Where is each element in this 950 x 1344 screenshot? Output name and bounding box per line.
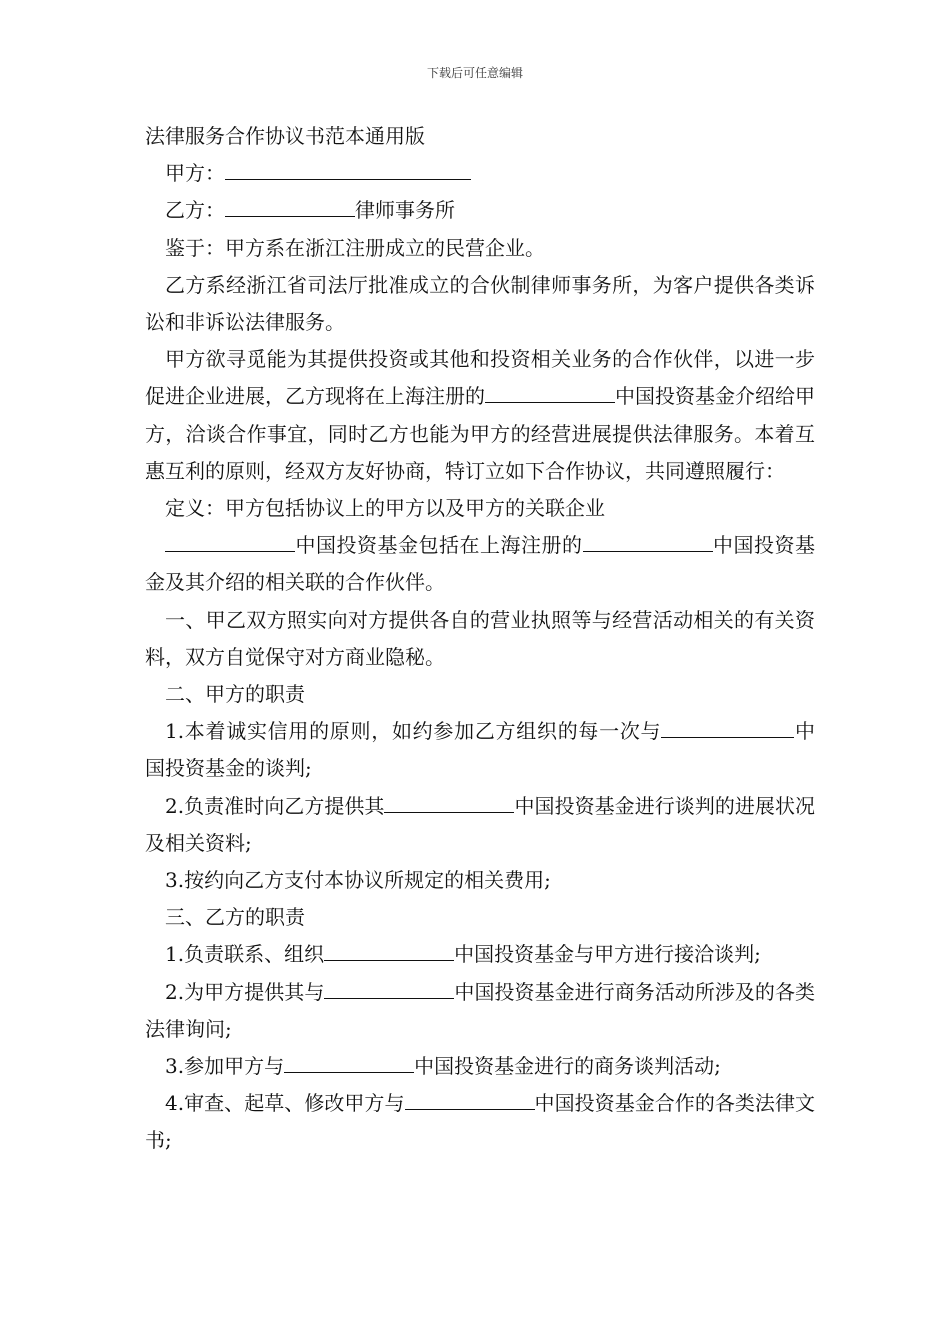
sec3-2-text-a: 2.为甲方提供其与 [165, 979, 325, 1004]
section-1-paragraph: 一、甲乙双方照实向对方提供各自的营业执照等与经营活动相关的有关资料，双方自觉保守对方商业隐秘。 [145, 607, 815, 669]
sec3-2-text-b: 中国投资基金进行商务活动所涉及的各类法律询问; [145, 979, 816, 1041]
sec2-1-blank-cont[interactable] [774, 719, 794, 738]
party-b-intro-paragraph: 乙方系经浙江省司法厅批准成立的合伙制律师事务所，为客户提供各类诉讼和非诉讼法律服务。 [145, 272, 815, 335]
section-3-item-4 [145, 1085, 815, 1159]
whereas-paragraph: 鉴于：甲方系在浙江注册成立的民营企业。 [165, 235, 545, 260]
section-2-item-1 [145, 713, 815, 787]
section-3-item-1 [145, 936, 815, 973]
sec3-1-text-b: 中国投资基金与甲方进行接洽谈判; [454, 942, 761, 967]
party-b-label: 乙方： [165, 198, 225, 223]
document-title: 法律服务合作协议书范本通用版 [145, 124, 425, 148]
intent-text-1: 甲方欲寻觅能为其提供投资或其他和投资相关业务的合作伙伴，以进一步促进企业进展，乙方现将在上海注册的 [145, 347, 815, 409]
sec2-1-blank[interactable] [661, 719, 774, 738]
sec3-4-blank[interactable] [405, 1091, 535, 1110]
sec2-1-text-b: 中国投资基金的谈判; [145, 719, 815, 781]
party-a-label: 甲方： [165, 161, 225, 186]
sec3-1-text-a: 1.负责联系、组织 [165, 942, 325, 967]
sec2-2-text-a: 2.负责准时向乙方提供其 [165, 793, 385, 818]
sec3-1-blank[interactable] [324, 942, 454, 961]
party-b-suffix: 律师事务所 [355, 198, 455, 223]
definition-text-2b: 中国投资基金及其介绍的相关联的合作伙伴。 [145, 533, 815, 595]
section-2-title: 二、甲方的职责 [165, 682, 305, 707]
definition-line-1: 定义：甲方包括协议上的甲方以及甲方的关联企业 [165, 496, 605, 521]
definition-blank-1[interactable] [165, 533, 295, 552]
party-a-intent-paragraph [145, 341, 815, 490]
section-3-item-2 [145, 974, 815, 1048]
section-2-item-3: 3.按约向乙方支付本协议所规定的相关费用; [165, 868, 551, 893]
sec2-1-text-a: 1.本着诚实信用的原则，如约参加乙方组织的每一次与 [165, 719, 662, 744]
section-2-item-2 [145, 788, 815, 862]
document-body [145, 118, 815, 1160]
party-b-line [145, 192, 815, 229]
definition-text-2a: 中国投资基金包括在上海注册的 [295, 533, 583, 558]
sec2-2-text-b: 中国投资基金进行谈判的进展状况及相关资料; [145, 793, 815, 855]
sec3-3-text-b: 中国投资基金进行的商务谈判活动; [414, 1054, 721, 1079]
fund-name-blank[interactable] [485, 384, 615, 403]
party-a-line [145, 155, 815, 192]
party-a-blank[interactable] [225, 161, 471, 180]
sec3-4-text-a: 4.审查、起草、修改甲方与 [165, 1091, 405, 1116]
intent-text-2: 中国投资基金介绍给甲方，洽谈合作事宜，同时乙方也能为甲方的经营进展提供法律服务。本着互惠互利的原则，经双方友好协商，特订立如下合作协议，共同遵照履行： [145, 384, 815, 483]
sec3-2-blank[interactable] [324, 980, 454, 999]
sec3-4-text-b: 中国投资基金合作的各类法律文书; [145, 1091, 816, 1153]
section-3-title: 三、乙方的职责 [165, 905, 305, 930]
definition-blank-2[interactable] [583, 533, 713, 552]
definition-paragraph-2 [145, 527, 815, 601]
sec3-3-blank[interactable] [284, 1054, 414, 1073]
sec3-3-text-a: 3.参加甲方与 [165, 1054, 285, 1079]
sec2-2-blank[interactable] [384, 794, 514, 813]
party-b-blank[interactable] [225, 198, 355, 217]
header-note: 下载后可任意编辑 [426, 66, 523, 80]
section-3-item-3 [145, 1048, 815, 1085]
